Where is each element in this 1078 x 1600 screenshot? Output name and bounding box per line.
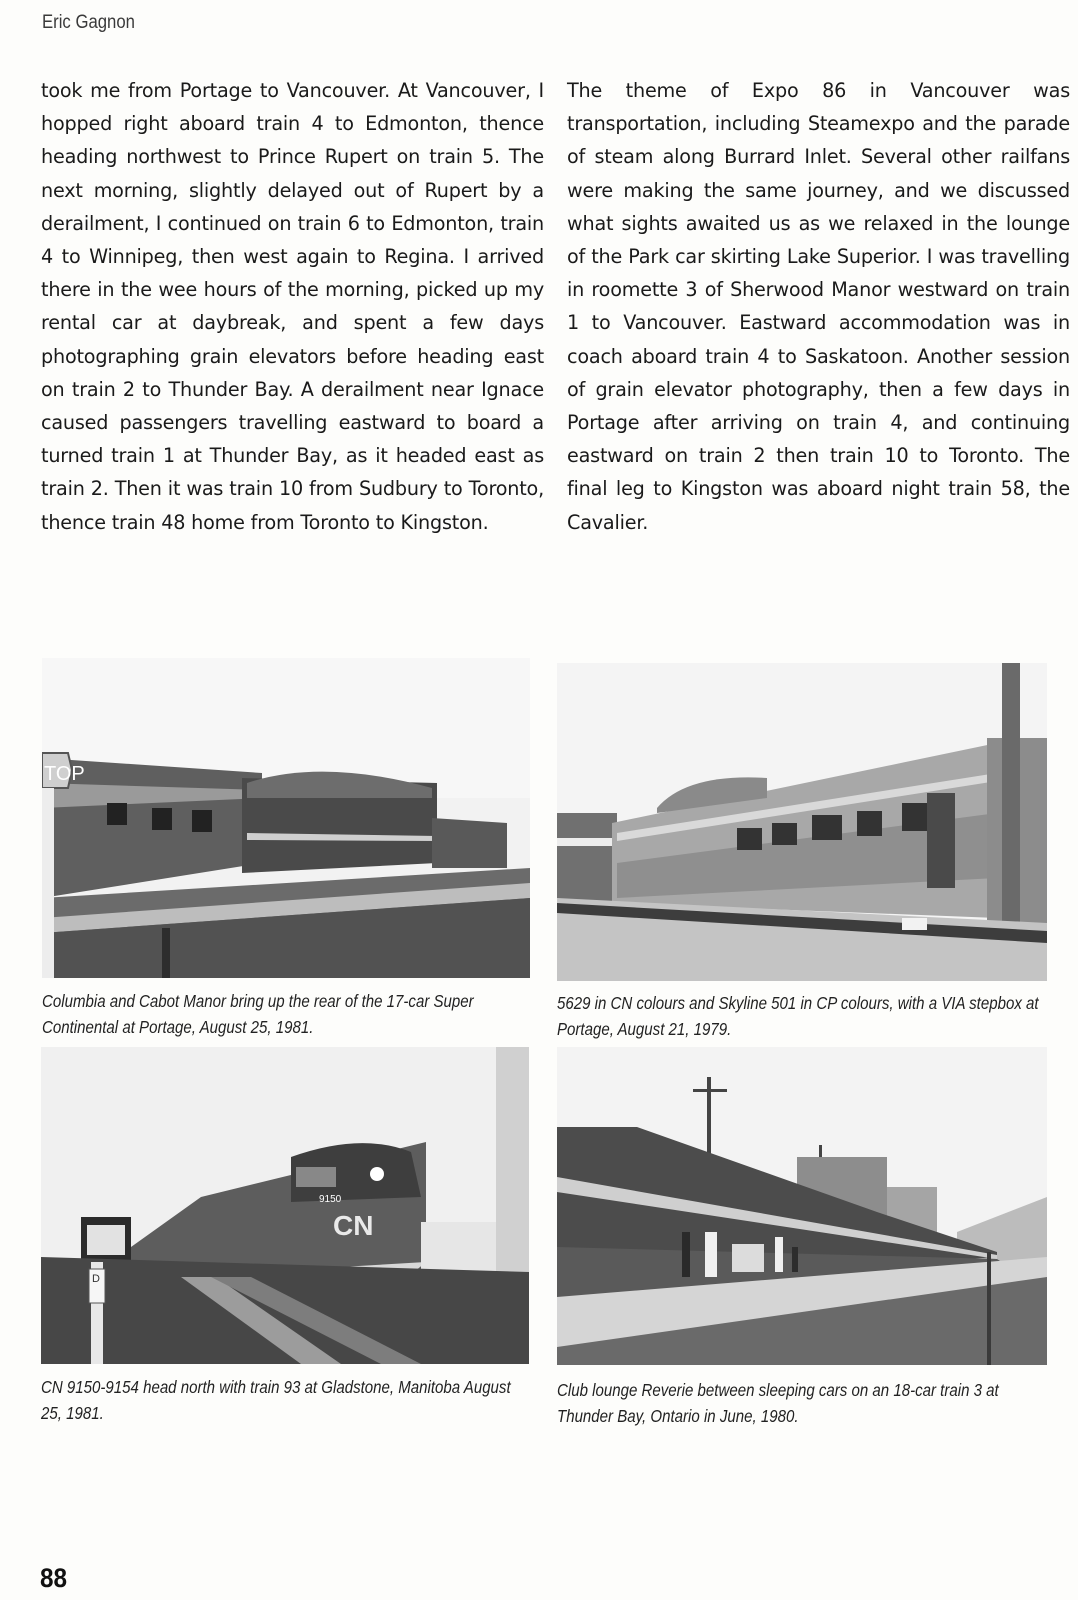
- body-text-left-column: took me from Portage to Vancouver. At Vancouver, I hopped right aboard train 4 to Edmonton, thence heading northwest to Prince Rupert on train 5. The next morning, slightly delayed out of Rupert by a derailment, I continued on train 6 to Edmonton, train 4 to Winnipeg, then west again to Regina. I arrived there in the wee hours of the morning, picked up my rental car at daybreak, and spent a few days photographing grain elevators before heading east on train 2 to Thunder Bay. A derailment near Ignace caused passengers travelling eastward to board a turned train 1 at Thunder Bay, as it headed east as train 2. Then it was train 10 from Sudbury to Toronto, thence train 48 home from Toronto to Kingston.: [41, 79, 544, 534]
- signpost-letter: D: [92, 1273, 100, 1285]
- photo-reverie-thunder-bay: [557, 1047, 1047, 1365]
- body-text-right-column: The theme of Expo 86 in Vancouver was transportation, including Steamexpo and the parade of steam along Burrard Inlet. Several other railfans were making the same journey, and we discussed what sights awaited us as we relaxed in the lounge of the Park car skirting Lake Superior. I was travelling in roomette 3 of Sherwood Manor westward on train 1 to Vancouver. Eastward accommodation was in coach aboard train 4 to Saskatoon. Another session of grain elevator photography, then a few days in Portage after arriving on train 4, and continuing eastward on train 2 then train 10 to Toronto. The final leg to Kingston was aboard night train 58, the Cavalier.: [567, 79, 1070, 534]
- photo-cn-9150-gladstone: [41, 1047, 529, 1364]
- caption-photo-1: Columbia and Cabot Manor bring up the rear of the 17-car Super Continental at Portage, August 25, 1981.: [42, 991, 474, 1037]
- caption-photo-4: Club lounge Reverie between sleeping cars on an 18-car train 3 at Thunder Bay, Ontario in June, 1980.: [557, 1380, 999, 1426]
- running-header-author: Eric Gagnon: [42, 12, 135, 33]
- caption-photo-2: 5629 in CN colours and Skyline 501 in CP colours, with a VIA stepbox at Portage, August 21, 1979.: [557, 993, 1039, 1039]
- page-number: 88: [40, 1563, 68, 1593]
- cn-logo-text: CN: [333, 1210, 374, 1241]
- caption-photo-3: CN 9150-9154 head north with train 93 at Gladstone, Manitoba August 25, 1981.: [41, 1377, 511, 1423]
- loco-number-board: 9150: [319, 1194, 342, 1205]
- stop-sign-text: TOP: [44, 763, 85, 785]
- photo-columbia-cabot-manor: [42, 658, 530, 978]
- photo-skyline-501: [557, 663, 1047, 981]
